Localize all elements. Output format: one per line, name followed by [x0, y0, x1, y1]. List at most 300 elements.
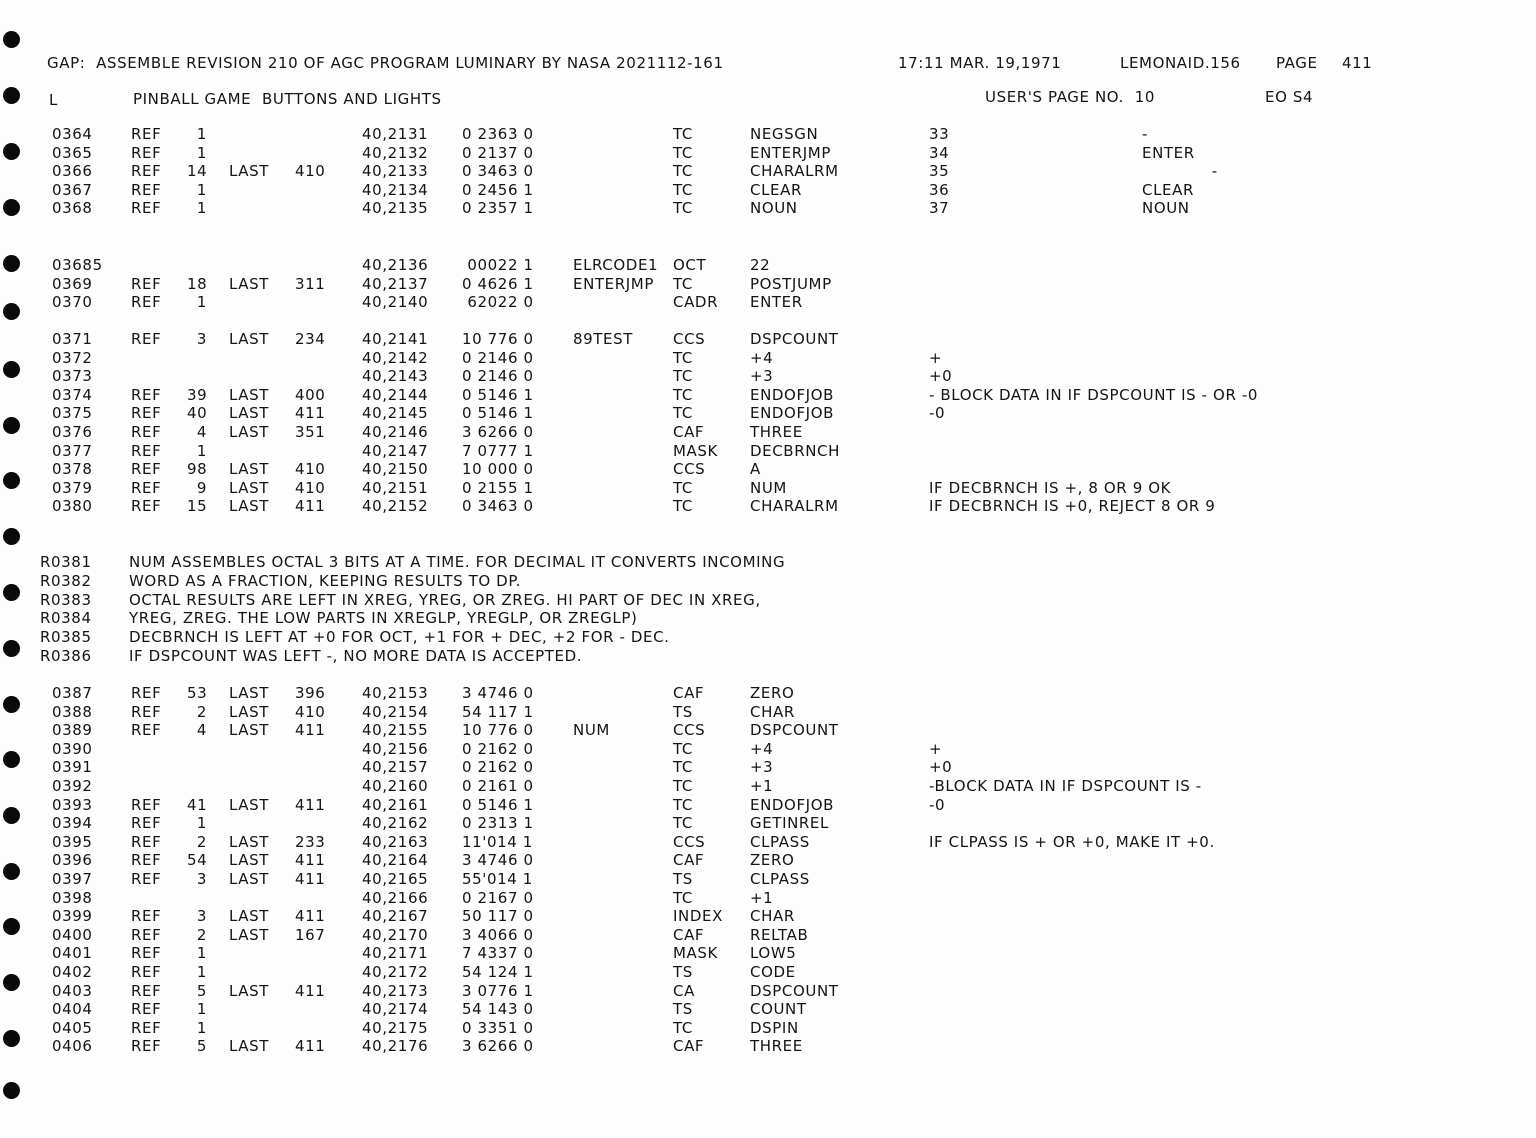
line-number: 0392 — [52, 777, 93, 795]
opcode: TS — [673, 702, 693, 721]
listing-row — [0, 144, 1536, 162]
listing-row — [0, 777, 1536, 795]
comment: -0 — [929, 795, 946, 814]
ref-tag: REF — [131, 907, 162, 926]
ref-tag: REF — [131, 944, 162, 963]
opcode: CADR — [673, 293, 719, 312]
listing-row — [0, 721, 1536, 739]
comment: 36 — [929, 180, 950, 199]
listing-row — [0, 386, 1536, 404]
listing-row — [0, 275, 1536, 293]
octal-word: 50 117 0 — [462, 907, 534, 926]
operand: NUM — [750, 478, 787, 497]
last-tag: LAST — [229, 870, 270, 888]
ref-count: 3 — [196, 907, 207, 926]
listing-row — [0, 907, 1536, 925]
line-number: 0375 — [52, 404, 93, 423]
line-number: 0374 — [52, 385, 93, 404]
line-number: 0367 — [52, 180, 93, 199]
octal-word: 0 2137 0 — [462, 143, 534, 162]
opcode: TC — [673, 143, 693, 162]
listing-row — [0, 963, 1536, 981]
address: 40,2142 — [362, 348, 429, 367]
opcode: TC — [673, 162, 693, 181]
ref-tag: REF — [131, 180, 162, 199]
octal-word: 0 5146 1 — [462, 795, 534, 814]
comment: -BLOCK DATA IN IF DSPCOUNT IS - — [929, 777, 1202, 795]
opcode: TC — [673, 758, 693, 777]
ref-tag: REF — [131, 1037, 162, 1056]
ref-tag: REF — [131, 832, 162, 851]
ref-count: 54 — [187, 851, 208, 870]
opcode: CCS — [673, 721, 706, 740]
line-number: 0380 — [52, 497, 93, 516]
listing-row — [0, 125, 1536, 143]
last-tag: LAST — [229, 702, 270, 721]
listing-title: GAP: ASSEMBLE REVISION 210 OF AGC PROGRAM LUMINARY BY NASA 2021112-161 — [47, 54, 724, 72]
last-tag: LAST — [229, 162, 270, 181]
ref-count: 9 — [196, 478, 207, 497]
last-tag: LAST — [229, 385, 270, 404]
last-page: 410 — [295, 162, 326, 181]
remark-line-number: R0384 — [40, 609, 92, 628]
operand: CHAR — [750, 702, 795, 721]
address: 40,2174 — [362, 1000, 429, 1019]
remark-row — [0, 591, 1536, 609]
opcode: CCS — [673, 330, 706, 348]
log-section: EO S4 — [1265, 88, 1314, 106]
ref-tag: REF — [131, 981, 162, 1000]
display-note: - — [1142, 125, 1149, 143]
line-number: 0398 — [52, 888, 93, 907]
comment: 34 — [929, 143, 950, 162]
line-number: 0397 — [52, 870, 93, 888]
last-page: 411 — [295, 1037, 326, 1056]
opcode: TC — [673, 795, 693, 814]
address: 40,2175 — [362, 1018, 429, 1037]
listing-row — [0, 870, 1536, 888]
octal-word: 0 3463 0 — [462, 162, 534, 181]
line-number: 0390 — [52, 739, 93, 758]
comment: IF CLPASS IS + OR +0, MAKE IT +0. — [929, 832, 1215, 851]
listing-row — [0, 982, 1536, 1000]
address: 40,2170 — [362, 925, 429, 944]
operand: COUNT — [750, 1000, 807, 1019]
listing-row — [0, 404, 1536, 422]
listing-row — [0, 814, 1536, 832]
octal-word: 0 2146 0 — [462, 367, 534, 386]
line-number: 0389 — [52, 721, 93, 740]
line-number: 0388 — [52, 702, 93, 721]
ref-count: 18 — [187, 274, 208, 293]
ref-count: 15 — [187, 497, 208, 516]
comment: IF DECBRNCH IS +, 8 OR 9 OK — [929, 478, 1172, 497]
display-note: NOUN — [1142, 199, 1190, 218]
listing-row — [0, 349, 1536, 367]
remark-row — [0, 609, 1536, 627]
ref-tag: REF — [131, 814, 162, 833]
remark-text: WORD AS A FRACTION, KEEPING RESULTS TO DP. — [129, 571, 522, 590]
address: 40,2156 — [362, 739, 429, 758]
address: 40,2141 — [362, 330, 429, 348]
operand: DSPCOUNT — [750, 721, 839, 740]
remark-row — [0, 572, 1536, 590]
last-page: 410 — [295, 460, 326, 479]
section-title: PINBALL GAME BUTTONS AND LIGHTS — [133, 90, 442, 108]
octal-word: 54 117 1 — [462, 702, 534, 721]
last-tag: LAST — [229, 907, 270, 926]
address: 40,2131 — [362, 125, 429, 143]
last-tag: LAST — [229, 460, 270, 479]
remark-line-number: R0386 — [40, 647, 92, 665]
remark-text: NUM ASSEMBLES OCTAL 3 BITS AT A TIME. FOR DECIMAL IT CONVERTS INCOMING — [129, 553, 786, 571]
octal-word: 10 000 0 — [462, 460, 534, 479]
users-page-number: USER'S PAGE NO. 10 — [985, 88, 1155, 106]
last-tag: LAST — [229, 925, 270, 944]
octal-word: 0 2167 0 — [462, 888, 534, 907]
opcode: CA — [673, 981, 695, 1000]
operand: ENTER — [750, 293, 803, 312]
ref-tag: REF — [131, 963, 162, 981]
ref-count: 39 — [187, 385, 208, 404]
ref-count: 5 — [196, 981, 207, 1000]
ref-tag: REF — [131, 684, 162, 702]
address: 40,2137 — [362, 274, 429, 293]
listing-row — [0, 703, 1536, 721]
remark-row — [0, 647, 1536, 665]
ref-tag: REF — [131, 925, 162, 944]
octal-word: 10 776 0 — [462, 330, 534, 348]
ref-tag: REF — [131, 702, 162, 721]
operand: +1 — [750, 888, 774, 907]
ref-count: 98 — [187, 460, 208, 479]
last-page: 410 — [295, 478, 326, 497]
listing-row — [0, 796, 1536, 814]
address: 40,2134 — [362, 180, 429, 199]
address: 40,2143 — [362, 367, 429, 386]
line-number: 0391 — [52, 758, 93, 777]
operand: DSPIN — [750, 1018, 799, 1037]
ref-tag: REF — [131, 497, 162, 516]
ref-tag: REF — [131, 274, 162, 293]
address: 40,2151 — [362, 478, 429, 497]
ref-count: 5 — [196, 1037, 207, 1056]
listing-row — [0, 497, 1536, 515]
operand: +4 — [750, 348, 774, 367]
last-tag: LAST — [229, 1037, 270, 1056]
operand: THREE — [750, 423, 803, 441]
opcode: TC — [673, 125, 693, 143]
line-number: 0369 — [52, 274, 93, 293]
listing-row — [0, 479, 1536, 497]
operand: NOUN — [750, 199, 798, 218]
opcode: CCS — [673, 832, 706, 851]
octal-word: 10 776 0 — [462, 721, 534, 740]
operand: ENTERJMP — [750, 143, 831, 162]
ref-tag: REF — [131, 795, 162, 814]
comment: 37 — [929, 199, 950, 218]
remark-text: IF DSPCOUNT WAS LEFT -, NO MORE DATA IS ACCEPTED. — [129, 647, 583, 665]
remark-row — [0, 553, 1536, 571]
comment: +0 — [929, 367, 953, 386]
ref-count: 1 — [196, 944, 207, 963]
operand: ZERO — [750, 684, 795, 702]
punch-hole-icon — [3, 528, 20, 545]
remark-line-number: R0381 — [40, 553, 92, 571]
octal-word: 0 2456 1 — [462, 180, 534, 199]
address: 40,2136 — [362, 256, 429, 274]
operand: CLPASS — [750, 832, 810, 851]
listing-row — [0, 740, 1536, 758]
last-page: 234 — [295, 330, 326, 348]
display-note: - — [1142, 162, 1218, 181]
last-page: 411 — [295, 907, 326, 926]
listing-row — [0, 944, 1536, 962]
ref-count: 2 — [196, 702, 207, 721]
octal-word: 0 2162 0 — [462, 758, 534, 777]
octal-word: 7 4337 0 — [462, 944, 534, 963]
comment: IF DECBRNCH IS +0, REJECT 8 OR 9 — [929, 497, 1216, 516]
address: 40,2146 — [362, 423, 429, 441]
page-number: 411 — [1342, 54, 1373, 72]
address: 40,2166 — [362, 888, 429, 907]
listing-row — [0, 181, 1536, 199]
opcode: TC — [673, 478, 693, 497]
line-number: 0405 — [52, 1018, 93, 1037]
ref-tag: REF — [131, 330, 162, 348]
symbol-label: ENTERJMP — [573, 274, 654, 293]
operand: A — [750, 460, 761, 479]
opcode: INDEX — [673, 907, 723, 926]
listing-row — [0, 460, 1536, 478]
address: 40,2150 — [362, 460, 429, 479]
opcode: TC — [673, 199, 693, 218]
address: 40,2152 — [362, 497, 429, 516]
listing-datetime: 17:11 MAR. 19,1971 — [898, 54, 1062, 72]
octal-word: 00022 1 — [462, 256, 534, 274]
octal-word: 0 5146 1 — [462, 385, 534, 404]
page-label: PAGE — [1276, 54, 1318, 72]
last-page: 411 — [295, 404, 326, 423]
log-marker: L — [49, 91, 58, 109]
operand: +4 — [750, 739, 774, 758]
address: 40,2144 — [362, 385, 429, 404]
line-number: 0376 — [52, 423, 93, 441]
ref-count: 1 — [196, 1018, 207, 1037]
ref-tag: REF — [131, 460, 162, 479]
last-page: 411 — [295, 981, 326, 1000]
listing-row — [0, 1019, 1536, 1037]
last-page: 167 — [295, 925, 326, 944]
display-note: CLEAR — [1142, 180, 1194, 199]
punch-hole-icon — [3, 87, 20, 104]
last-tag: LAST — [229, 832, 270, 851]
ref-count: 3 — [196, 870, 207, 888]
address: 40,2176 — [362, 1037, 429, 1056]
listing-row — [0, 833, 1536, 851]
octal-word: 0 5146 1 — [462, 404, 534, 423]
ref-count: 1 — [196, 143, 207, 162]
line-number: 0379 — [52, 478, 93, 497]
listing-row — [0, 442, 1536, 460]
line-number: 0394 — [52, 814, 93, 833]
ref-count: 14 — [187, 162, 208, 181]
ref-tag: REF — [131, 441, 162, 460]
remark-line-number: R0382 — [40, 571, 92, 590]
listing-row — [0, 256, 1536, 274]
octal-word: 3 6266 0 — [462, 423, 534, 441]
remark-text: OCTAL RESULTS ARE LEFT IN XREG, YREG, OR ZREG. HI PART OF DEC IN XREG, — [129, 590, 761, 609]
address: 40,2164 — [362, 851, 429, 870]
operand: CHAR — [750, 907, 795, 926]
line-number: 0372 — [52, 348, 93, 367]
address: 40,2132 — [362, 143, 429, 162]
last-page: 411 — [295, 851, 326, 870]
octal-word: 0 2313 1 — [462, 814, 534, 833]
operand: CLEAR — [750, 180, 802, 199]
operand: ENDOFJOB — [750, 795, 835, 814]
address: 40,2167 — [362, 907, 429, 926]
octal-word: 0 2161 0 — [462, 777, 534, 795]
punch-hole-icon — [3, 1082, 20, 1099]
last-tag: LAST — [229, 274, 270, 293]
comment: -0 — [929, 404, 946, 423]
line-number: 03685 — [52, 256, 103, 274]
address: 40,2160 — [362, 777, 429, 795]
address: 40,2140 — [362, 293, 429, 312]
ref-count: 3 — [196, 330, 207, 348]
operand: CHARALRM — [750, 162, 839, 181]
octal-word: 3 4746 0 — [462, 851, 534, 870]
ref-count: 2 — [196, 832, 207, 851]
last-tag: LAST — [229, 721, 270, 740]
ref-count: 1 — [196, 963, 207, 981]
opcode: TC — [673, 404, 693, 423]
opcode: CCS — [673, 460, 706, 479]
ref-tag: REF — [131, 721, 162, 740]
line-number: 0395 — [52, 832, 93, 851]
opcode: CAF — [673, 851, 705, 870]
operand: CHARALRM — [750, 497, 839, 516]
symbol-label: ELRCODE1 — [573, 256, 659, 274]
comment: - BLOCK DATA IN IF DSPCOUNT IS - OR -0 — [929, 385, 1258, 404]
opcode: TC — [673, 888, 693, 907]
line-number: 0406 — [52, 1037, 93, 1056]
operand: DSPCOUNT — [750, 330, 839, 348]
address: 40,2165 — [362, 870, 429, 888]
address: 40,2154 — [362, 702, 429, 721]
opcode: TC — [673, 739, 693, 758]
last-tag: LAST — [229, 497, 270, 516]
octal-word: 54 143 0 — [462, 1000, 534, 1019]
address: 40,2162 — [362, 814, 429, 833]
last-tag: LAST — [229, 851, 270, 870]
last-page: 411 — [295, 497, 326, 516]
line-number: 0399 — [52, 907, 93, 926]
opcode: TC — [673, 367, 693, 386]
operand: DSPCOUNT — [750, 981, 839, 1000]
operand: +1 — [750, 777, 774, 795]
last-tag: LAST — [229, 330, 270, 348]
ref-tag: REF — [131, 162, 162, 181]
comment: 33 — [929, 125, 950, 143]
operand: DECBRNCH — [750, 441, 840, 460]
last-tag: LAST — [229, 795, 270, 814]
ref-tag: REF — [131, 870, 162, 888]
operand: LOW5 — [750, 944, 797, 963]
octal-word: 54 124 1 — [462, 963, 534, 981]
ref-count: 4 — [196, 721, 207, 740]
last-page: 396 — [295, 684, 326, 702]
opcode: CAF — [673, 684, 705, 702]
operand: ZERO — [750, 851, 795, 870]
ref-count: 1 — [196, 293, 207, 312]
operand: GETINREL — [750, 814, 829, 833]
octal-word: 3 4066 0 — [462, 925, 534, 944]
remark-line-number: R0383 — [40, 590, 92, 609]
opcode: TS — [673, 963, 693, 981]
address: 40,2157 — [362, 758, 429, 777]
opcode: CAF — [673, 1037, 705, 1056]
opcode: CAF — [673, 925, 705, 944]
line-number: 0371 — [52, 330, 93, 348]
listing-row — [0, 926, 1536, 944]
opcode: TC — [673, 274, 693, 293]
comment: + — [929, 348, 943, 367]
opcode: TC — [673, 777, 693, 795]
operand: +3 — [750, 367, 774, 386]
comment: + — [929, 739, 943, 758]
listing-job: LEMONAID.156 — [1120, 54, 1241, 72]
address: 40,2171 — [362, 944, 429, 963]
operand: CLPASS — [750, 870, 810, 888]
last-page: 400 — [295, 385, 326, 404]
last-page: 233 — [295, 832, 326, 851]
display-note: ENTER — [1142, 143, 1195, 162]
opcode: OCT — [673, 256, 707, 274]
opcode: TC — [673, 814, 693, 833]
octal-word: 62022 0 — [462, 293, 534, 312]
address: 40,2155 — [362, 721, 429, 740]
operand: THREE — [750, 1037, 803, 1056]
octal-word: 0 3351 0 — [462, 1018, 534, 1037]
line-number: 0387 — [52, 684, 93, 702]
last-tag: LAST — [229, 684, 270, 702]
opcode: CAF — [673, 423, 705, 441]
ref-tag: REF — [131, 385, 162, 404]
octal-word: 0 2162 0 — [462, 739, 534, 758]
ref-count: 40 — [187, 404, 208, 423]
last-tag: LAST — [229, 404, 270, 423]
address: 40,2147 — [362, 441, 429, 460]
last-tag: LAST — [229, 478, 270, 497]
octal-word: 0 2357 1 — [462, 199, 534, 218]
octal-word: 55'014 1 — [462, 870, 533, 888]
line-number: 0378 — [52, 460, 93, 479]
address: 40,2172 — [362, 963, 429, 981]
listing-row — [0, 293, 1536, 311]
operand: ENDOFJOB — [750, 404, 835, 423]
operand: RELTAB — [750, 925, 809, 944]
ref-count: 1 — [196, 199, 207, 218]
opcode: TS — [673, 1000, 693, 1019]
octal-word: 11'014 1 — [462, 832, 533, 851]
ref-tag: REF — [131, 199, 162, 218]
octal-word: 3 4746 0 — [462, 684, 534, 702]
ref-tag: REF — [131, 851, 162, 870]
octal-word: 0 2146 0 — [462, 348, 534, 367]
ref-count: 1 — [196, 180, 207, 199]
